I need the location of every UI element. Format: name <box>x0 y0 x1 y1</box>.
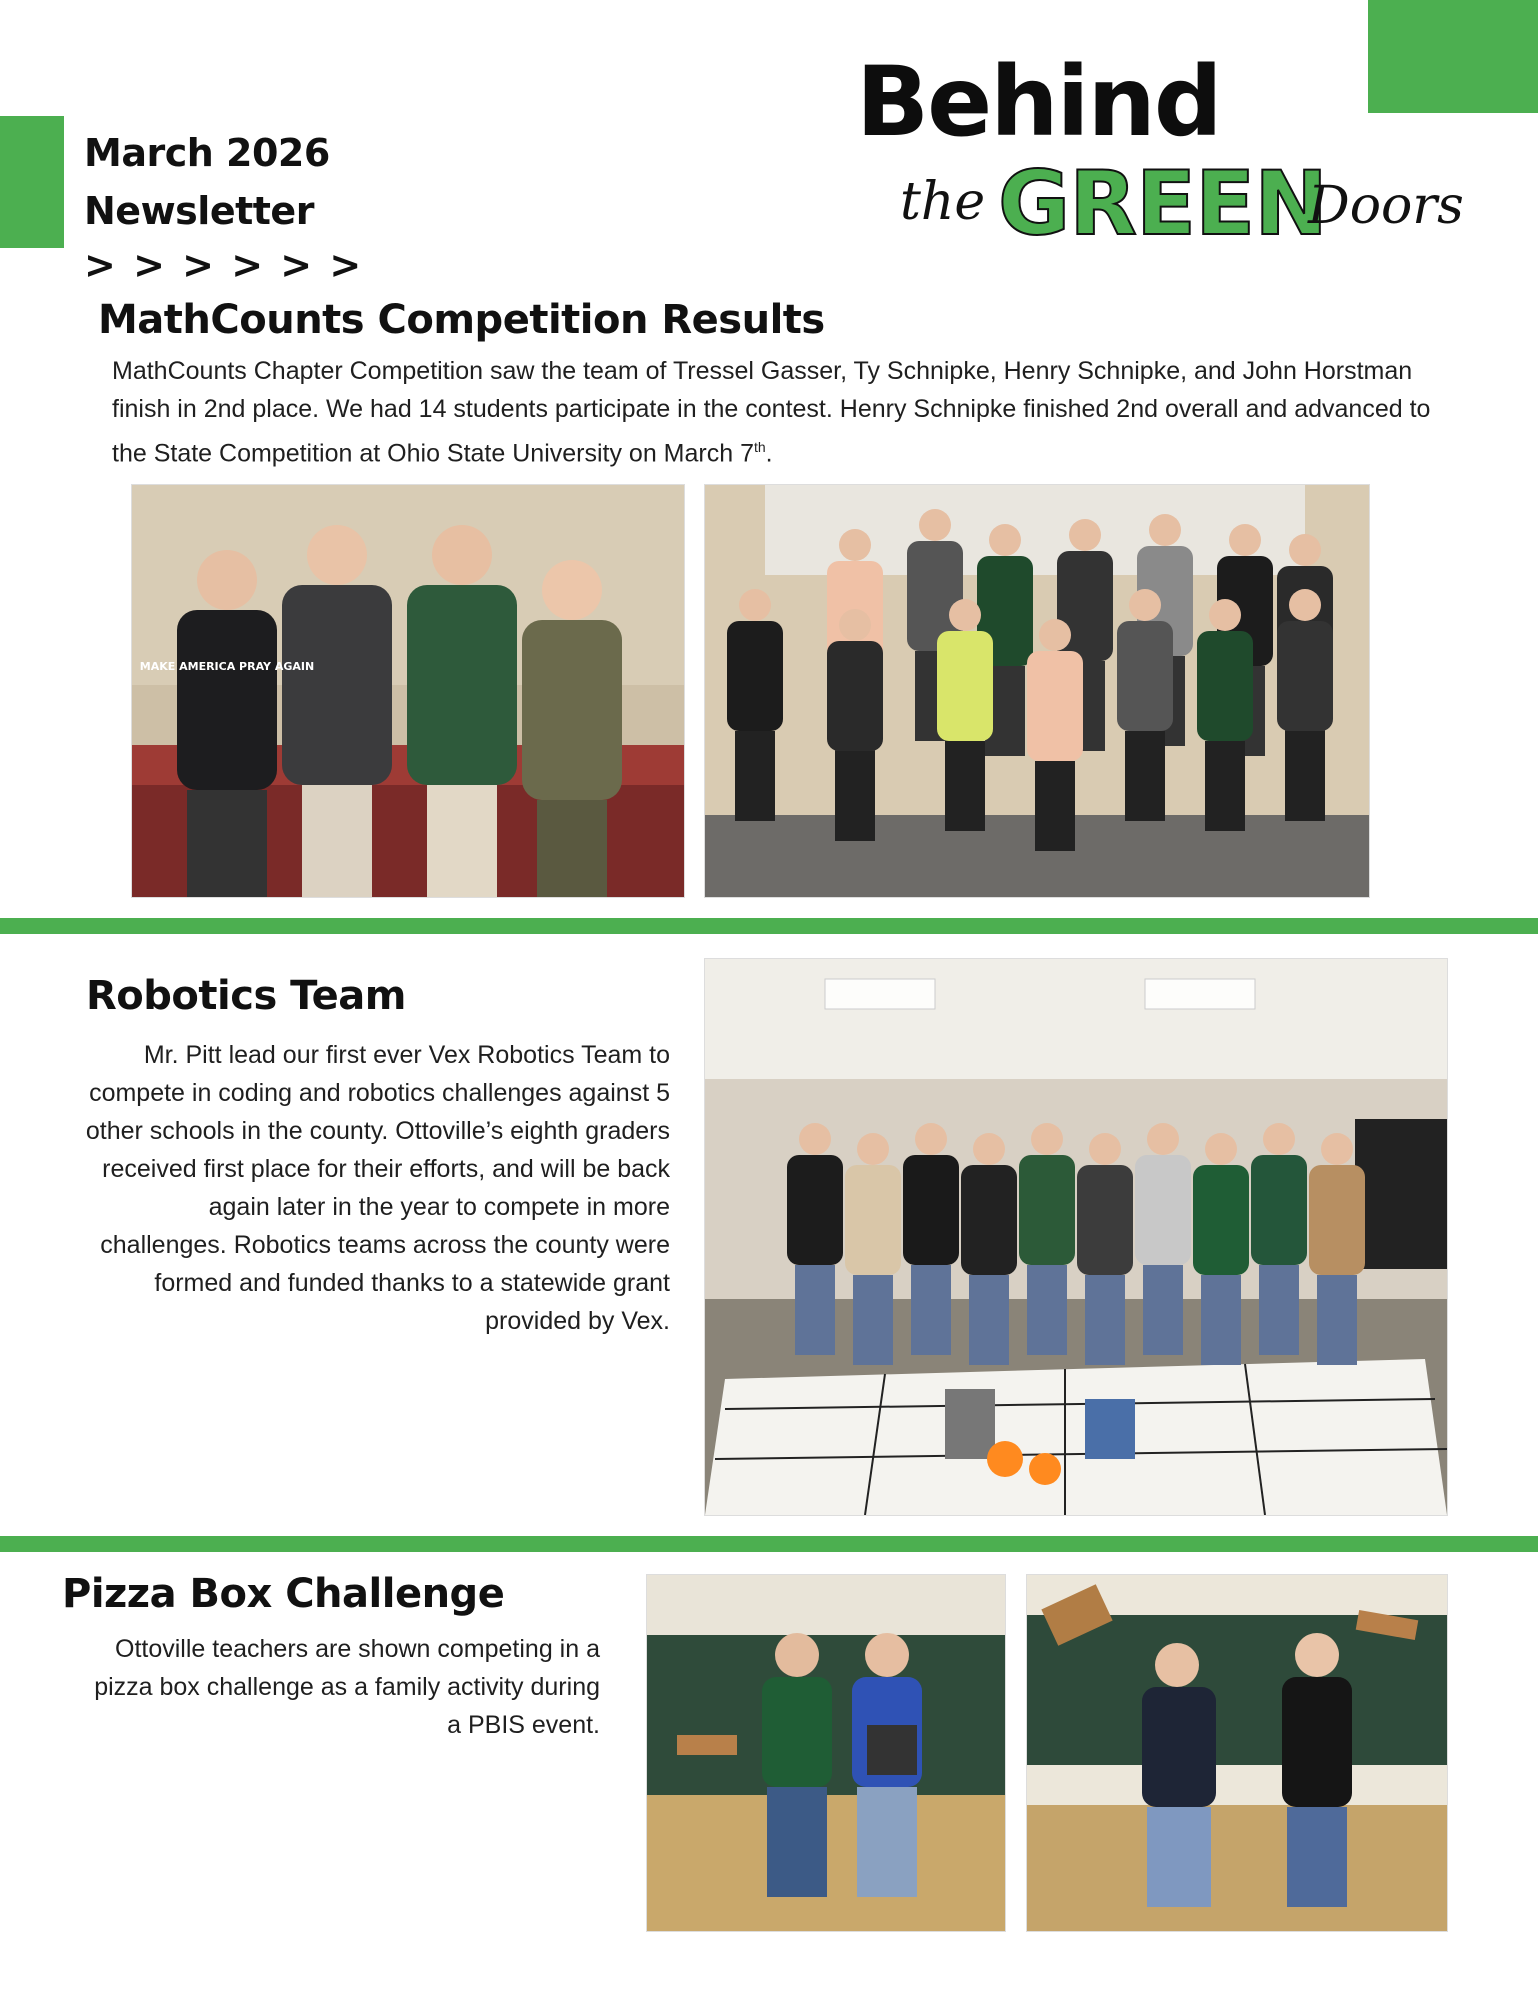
masthead-behind: Behind <box>856 46 1221 158</box>
mathcounts-body <box>112 352 1457 472</box>
left-accent-block <box>0 116 64 248</box>
issue-month: March 2026 <box>84 131 330 175</box>
masthead-the: the <box>900 172 986 232</box>
mathcounts-body-main: MathCounts Chapter Competition saw the team of Tressel Gasser, Ty Schnipke, Henry Schnipke, and John Horstman finish in 2nd place. We had 14 students participate in the contest. Henry Schnipke finished 2nd overall and advanced to the State Competition at Ohio State University on March 7 <box>112 357 1431 468</box>
arrow-row: > > > > > > <box>84 243 364 287</box>
robotics-title: Robotics Team <box>86 973 406 1019</box>
mathcounts-body-end: . <box>765 439 773 468</box>
issue-label: Newsletter <box>84 189 314 233</box>
mathcounts-body-sup: th <box>753 439 766 455</box>
mathcounts-group-photo <box>704 484 1370 898</box>
masthead-doors: Doors <box>1308 176 1464 236</box>
section-divider <box>0 918 1538 934</box>
pizza-photo-2 <box>1026 1574 1448 1932</box>
section-divider <box>0 1536 1538 1552</box>
robotics-team-photo <box>704 958 1448 1516</box>
pizza-title: Pizza Box Challenge <box>62 1571 505 1617</box>
pizza-photo-1 <box>646 1574 1006 1932</box>
masthead-green: GREEN <box>998 152 1327 255</box>
mathcounts-title: MathCounts Competition Results <box>98 297 825 343</box>
masthead <box>850 46 1490 255</box>
pizza-body: Ottoville teachers are shown competing in a pizza box challenge as a family activity during a PBIS event. <box>94 1635 600 1739</box>
mathcounts-team-photo <box>131 484 685 898</box>
shirt-text: MAKE AMERICA PRAY AGAIN <box>139 660 315 673</box>
robotics-body: Mr. Pitt lead our first ever Vex Robotics Team to compete in coding and robotics challenges against 5 other schools in the county. Ottoville’s eighth graders received first place for their efforts, and will be back again later in the year to compete in more challenges. Robotics teams across the county were formed and funded thanks to a statewide grant provided by Vex. <box>85 1041 670 1335</box>
